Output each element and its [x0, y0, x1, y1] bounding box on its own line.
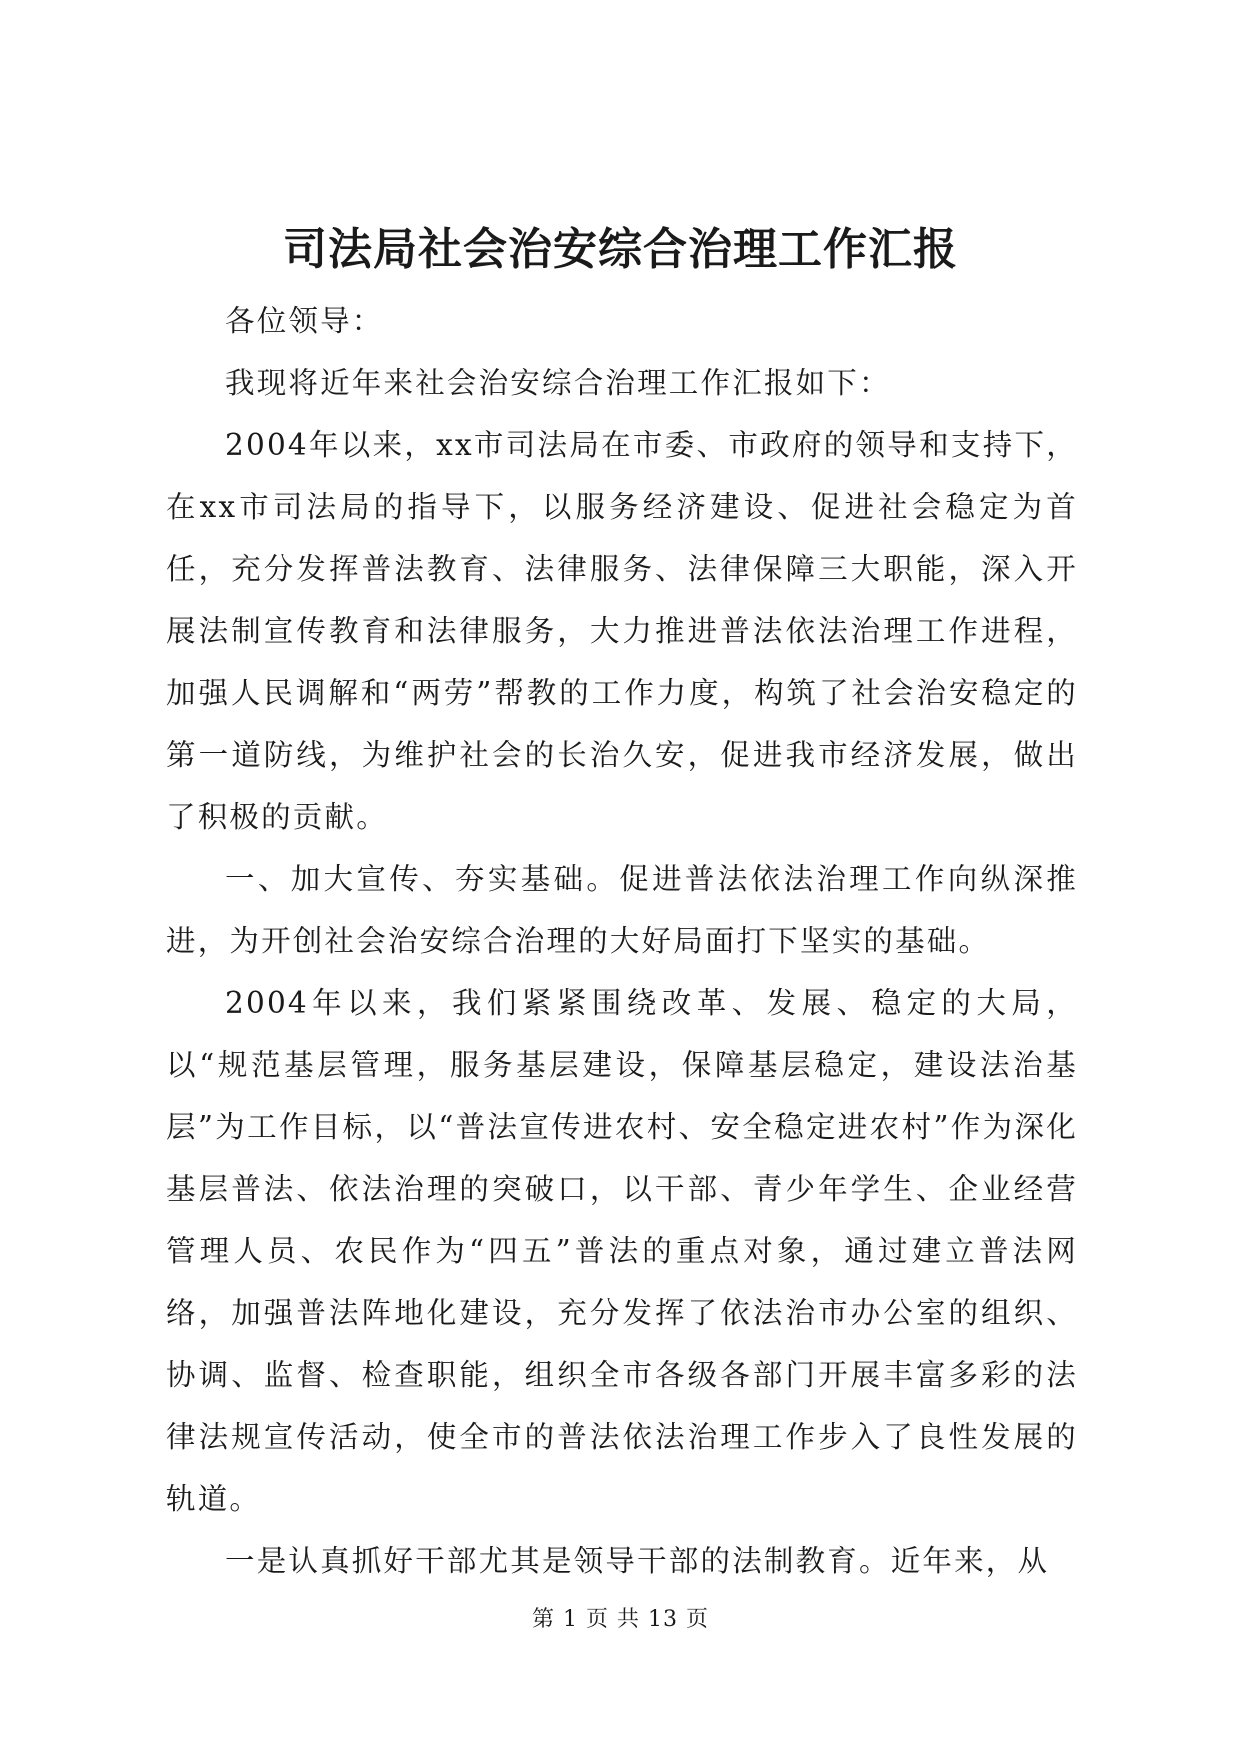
- body-paragraph: 一是认真抓好干部尤其是领导干部的法制教育。近年来，从: [225, 1544, 1050, 1578]
- salutation-paragraph: 各位领导：: [225, 304, 384, 338]
- document-body: [166, 290, 1078, 1592]
- page-footer: 第 1 页 共 13 页: [532, 1607, 709, 1632]
- intro-paragraph: 我现将近年来社会治安综合治理工作汇报如下：: [225, 366, 891, 400]
- section-heading-paragraph: 一、加大宣传、夯实基础。促进普法依法治理工作向纵深推进，为开创社会治安综合治理的大好局面打下坚实的基础。: [166, 862, 1078, 958]
- body-paragraph: 2004年以来，xx市司法局在市委、市政府的领导和支持下，在xx市司法局的指导下，以服务经济建设、促进社会稳定为首任，充分发挥普法教育、法律服务、法律保障三大职能，深入开展法制宣传教育和法律服务，大力推进普法依法治理工作进程，加强人民调解和“两劳”帮教的工作力度，构筑了社会治安稳定的第一道防线，为维护社会的长治久安，促进我市经济发展，做出了积极的贡献。: [166, 428, 1078, 834]
- document-title: 司法局社会治安综合治理工作汇报: [283, 224, 958, 275]
- body-paragraph: 2004年以来，我们紧紧围绕改革、发展、稳定的大局，以“规范基层管理，服务基层建设，保障基层稳定，建设法治基层”为工作目标，以“普法宣传进农村、安全稳定进农村”作为深化基层普法、依法治理的突破口，以干部、青少年学生、企业经营管理人员、农民作为“四五”普法的重点对象，通过建立普法网络，加强普法阵地化建设，充分发挥了依法治市办公室的组织、协调、监督、检查职能，组织全市各级各部门开展丰富多彩的法律法规宣传活动，使全市的普法依法治理工作步入了良性发展的轨道。: [166, 986, 1078, 1516]
